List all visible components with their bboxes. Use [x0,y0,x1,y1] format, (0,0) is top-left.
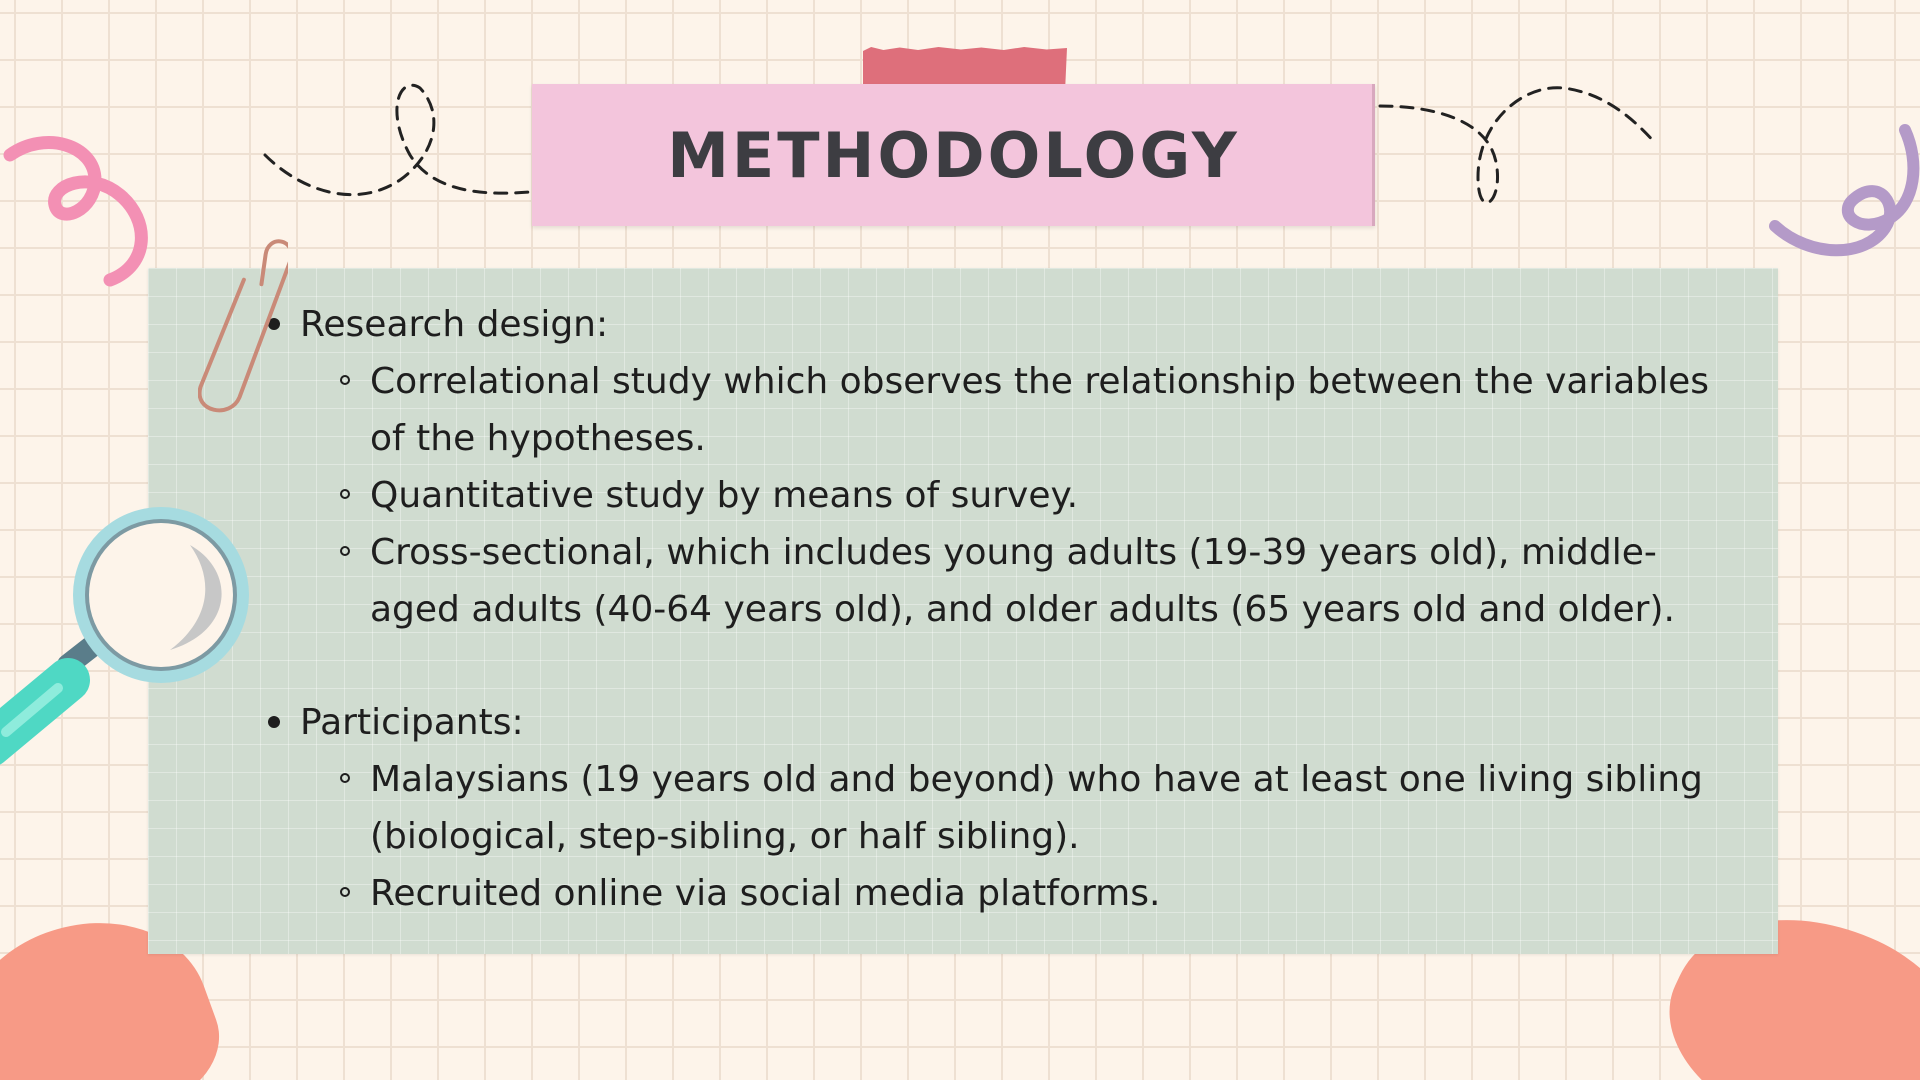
section-research-design [300,296,1730,638]
list-item-text: Recruited online via social media platforms. [370,873,1161,914]
list-item-text: Cross-sectional, which includes young adults (19-39 years old), middle-aged adults (40-64 years old), and older adults (65 years old and older). [370,532,1675,630]
sub-bullet-icon [340,546,350,556]
sub-bullet-icon [340,887,350,897]
list-item-text: Quantitative study by means of survey. [370,475,1079,516]
research-design-list [300,353,1730,638]
sub-bullet-icon [340,489,350,499]
section-heading: Participants: [300,702,524,743]
paperclip-icon [198,222,288,422]
title-banner [532,84,1375,226]
dashed-swirl-right-icon [1378,82,1658,222]
pink-squiggle-icon [0,125,160,295]
list-item-text: Malaysians (19 years old and beyond) who have at least one living sibling (biological, step-sibling, or half sibling). [370,759,1703,857]
list-item [370,865,1730,922]
methodology-content [300,296,1730,922]
dashed-swirl-left-icon [260,80,540,215]
magnifying-glass-icon [0,490,270,780]
section-participants [300,694,1730,922]
purple-squiggle-icon [1765,118,1920,278]
participants-list [300,751,1730,922]
sub-bullet-icon [340,773,350,783]
list-item [370,353,1730,467]
content-card [148,268,1778,954]
section-heading: Research design: [300,304,609,345]
sub-bullet-icon [340,375,350,385]
list-item [370,751,1730,865]
page-title: METHODOLOGY [667,118,1240,192]
list-item-text: Correlational study which observes the relationship between the variables of the hypotheses. [370,361,1710,459]
list-item [370,524,1730,638]
list-item [370,467,1730,524]
